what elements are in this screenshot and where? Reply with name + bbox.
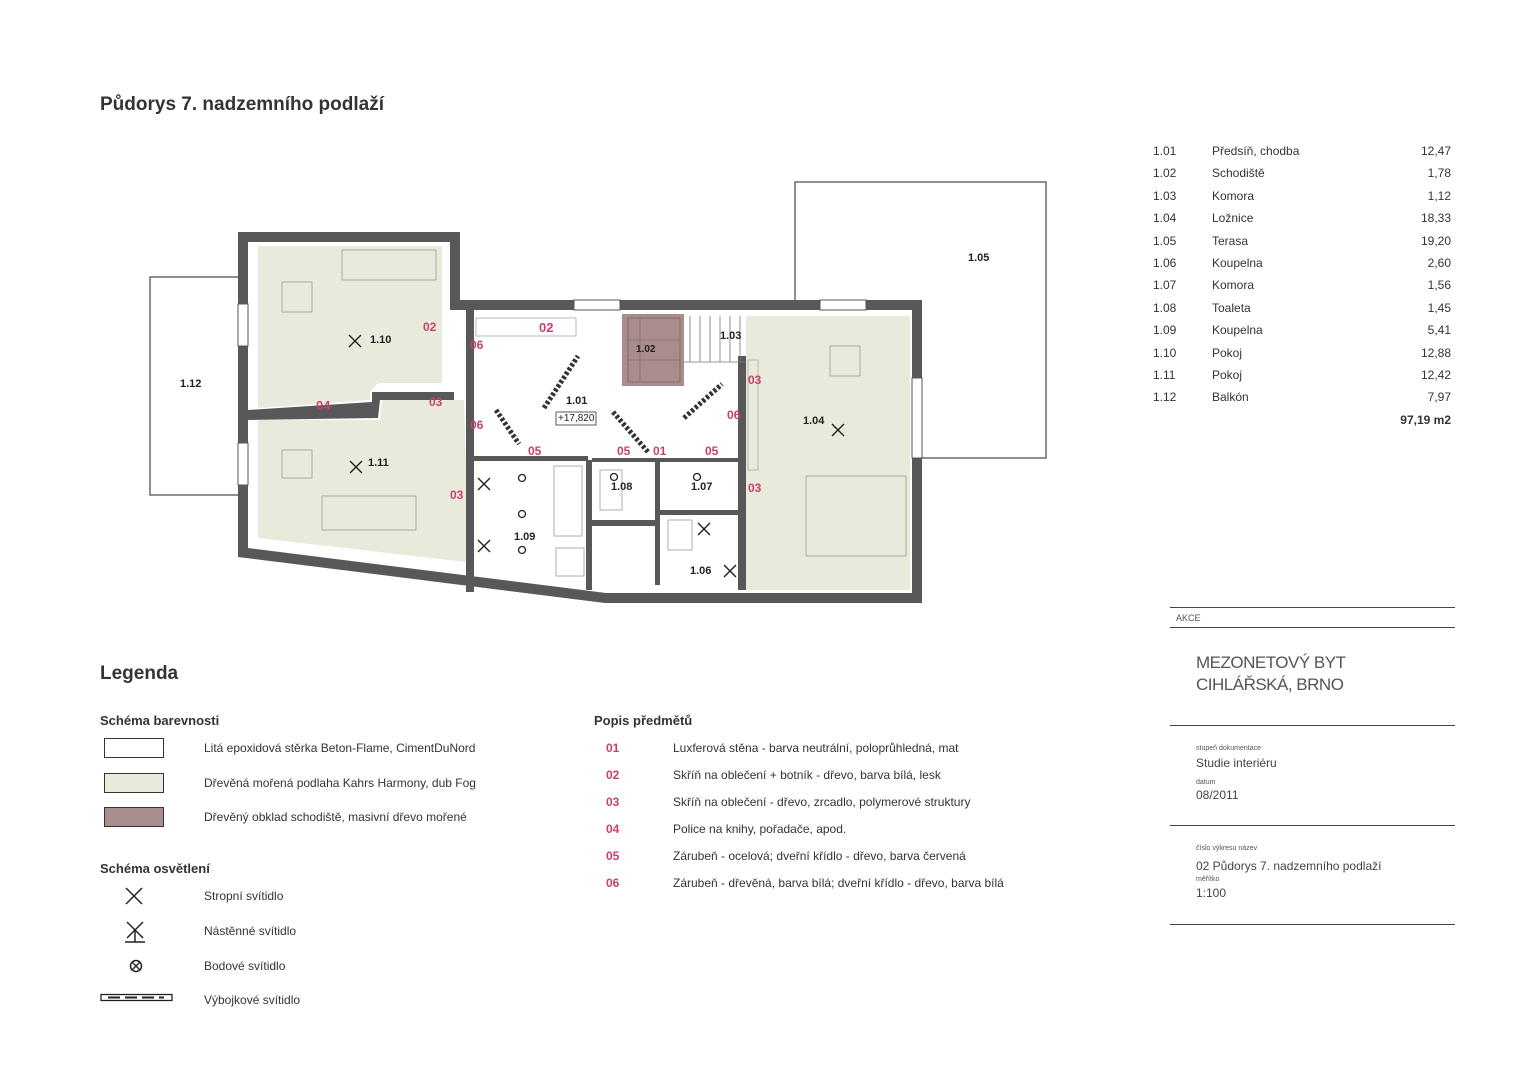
swatch-label: Litá epoxidová stěrka Beton-Flame, CimentDuNord: [204, 741, 476, 755]
swatch-label: Dřevěná mořená podlaha Kahrs Harmony, dub Fog: [204, 776, 476, 790]
title-block-rule: [1170, 924, 1455, 925]
item-label: Skříň na oblečení + botník - dřevo, barva bílá, lesk: [673, 768, 941, 782]
spot-light-icon: [128, 958, 144, 974]
item-number: 05: [606, 849, 620, 863]
stage-value: Studie interiéru: [1196, 756, 1277, 770]
item-label: Zárubeň - ocelová; dveřní křídlo - dřevo, barva červená: [673, 849, 966, 863]
action-label: AKCE: [1176, 613, 1201, 623]
lighting-label: Bodové svítidlo: [204, 959, 286, 973]
date-label: datum: [1196, 779, 1216, 786]
color-scheme-heading: Schéma barevnosti: [100, 713, 220, 728]
plan-label-1-10: 1.10: [370, 334, 392, 346]
item-mark: 01: [653, 444, 667, 458]
plan-label-1-01: 1.01: [566, 395, 588, 407]
lighting-label: Stropní svítidlo: [204, 889, 284, 903]
project-name-line2: CIHLÁŘSKÁ, BRNO: [1196, 675, 1344, 694]
title-block-rule: [1170, 627, 1455, 628]
wall-light-icon: [124, 920, 148, 944]
item-label: Luxferová stěna - barva neutrální, poloprůhledná, mat: [673, 741, 959, 755]
plan-label-1-06: 1.06: [690, 565, 712, 577]
plan-label-1-02: 1.02: [636, 344, 656, 355]
plan-label-1-04: 1.04: [803, 415, 825, 427]
legend-heading: Legenda: [100, 663, 179, 684]
title-block-rule: [1170, 725, 1455, 726]
table-row: 1.09 Koupelna 5,41: [1153, 323, 1451, 338]
swatch-epoxy: [104, 738, 164, 758]
item-mark: 05: [528, 444, 542, 458]
table-row: 1.01 Předsíň, chodba 12,47: [1153, 144, 1451, 158]
table-row: 1.10 Pokoj 12,88: [1153, 345, 1451, 360]
discharge-light-icon: [100, 993, 174, 1003]
plan-label-1-12: 1.12: [180, 378, 202, 390]
item-mark: 02: [423, 320, 437, 334]
item-number: 01: [606, 741, 620, 755]
swatch-wood-floor: [104, 773, 164, 793]
drawing-value: 02 Půdorys 7. nadzemního podlaží: [1196, 859, 1382, 873]
item-mark: 03: [748, 481, 762, 495]
table-row: 1.04 Ložnice 18,33: [1153, 211, 1451, 226]
swatch-stair: [104, 807, 164, 827]
item-mark: 06: [727, 408, 741, 422]
item-mark: 05: [705, 444, 719, 458]
table-row: 1.07 Komora 1,56: [1153, 278, 1451, 293]
level-mark: +17,820: [558, 413, 595, 424]
table-row: 1.12 Balkón 7,97: [1153, 390, 1451, 405]
plan-label-1-05: 1.05: [968, 252, 990, 264]
item-mark: 06: [470, 338, 484, 352]
page-title: Půdorys 7. nadzemního podlaží: [100, 94, 384, 115]
scale-label: měřítko: [1196, 876, 1220, 883]
item-number: 03: [606, 795, 620, 809]
table-row: 1.11 Pokoj 12,42: [1153, 367, 1451, 382]
item-mark: 05: [617, 444, 631, 458]
table-row: 1.06 Koupelna 2,60: [1153, 255, 1451, 270]
lighting-heading: Schéma osvětlení: [100, 861, 210, 876]
swatch-label: Dřevěný obklad schodiště, masivní dřevo mořené: [204, 810, 467, 824]
item-label: Police na knihy, pořadače, apod.: [673, 822, 847, 836]
item-label: Zárubeň - dřevěná, barva bílá; dveřní křídlo - dřevo, barva bílá: [673, 876, 1004, 890]
plan-label-1-11: 1.11: [368, 457, 389, 469]
title-block-rule: [1170, 607, 1455, 608]
item-number: 02: [606, 768, 620, 782]
total-row: [1150, 413, 1455, 435]
scale-value: 1:100: [1196, 886, 1227, 900]
title-block-rule: [1170, 825, 1455, 826]
item-mark: 02: [539, 320, 554, 335]
item-mark: 04: [316, 398, 331, 413]
item-mark: 03: [450, 488, 464, 502]
stage-label: stupeň dokumentace: [1196, 745, 1261, 752]
item-mark: 06: [470, 418, 484, 432]
lighting-label: Nástěnné svítidlo: [204, 924, 297, 938]
plan-label-1-07: 1.07: [691, 481, 713, 493]
item-number: 04: [606, 822, 620, 836]
total-area: 97,19 m2: [1400, 412, 1451, 427]
plan-label-1-09: 1.09: [514, 531, 536, 543]
table-row: 1.02 Schodiště 1,78: [1153, 166, 1451, 181]
ceiling-light-icon: [124, 886, 146, 906]
table-row: 1.03 Komora 1,12: [1153, 188, 1451, 203]
table-row: 1.08 Toaleta 1,45: [1153, 300, 1451, 315]
drawing-label: číslo výkresu název: [1196, 845, 1258, 852]
items-heading: Popis předmětů: [594, 713, 693, 728]
room-area-table: [1150, 144, 1455, 435]
plan-label-1-03: 1.03: [720, 330, 742, 342]
item-label: Skříň na oblečení - dřevo, zrcadlo, polymerové struktury: [673, 795, 971, 809]
project-name-line1: MEZONETOVÝ BYT: [1196, 653, 1346, 672]
date-value: 08/2011: [1196, 788, 1239, 802]
item-number: 06: [606, 876, 620, 890]
plan-label-1-08: 1.08: [611, 481, 633, 493]
item-mark: 03: [748, 373, 762, 387]
lighting-label: Výbojkové svítidlo: [204, 993, 301, 1007]
table-row: 1.05 Terasa 19,20: [1153, 233, 1451, 248]
item-mark: 03: [429, 395, 443, 409]
